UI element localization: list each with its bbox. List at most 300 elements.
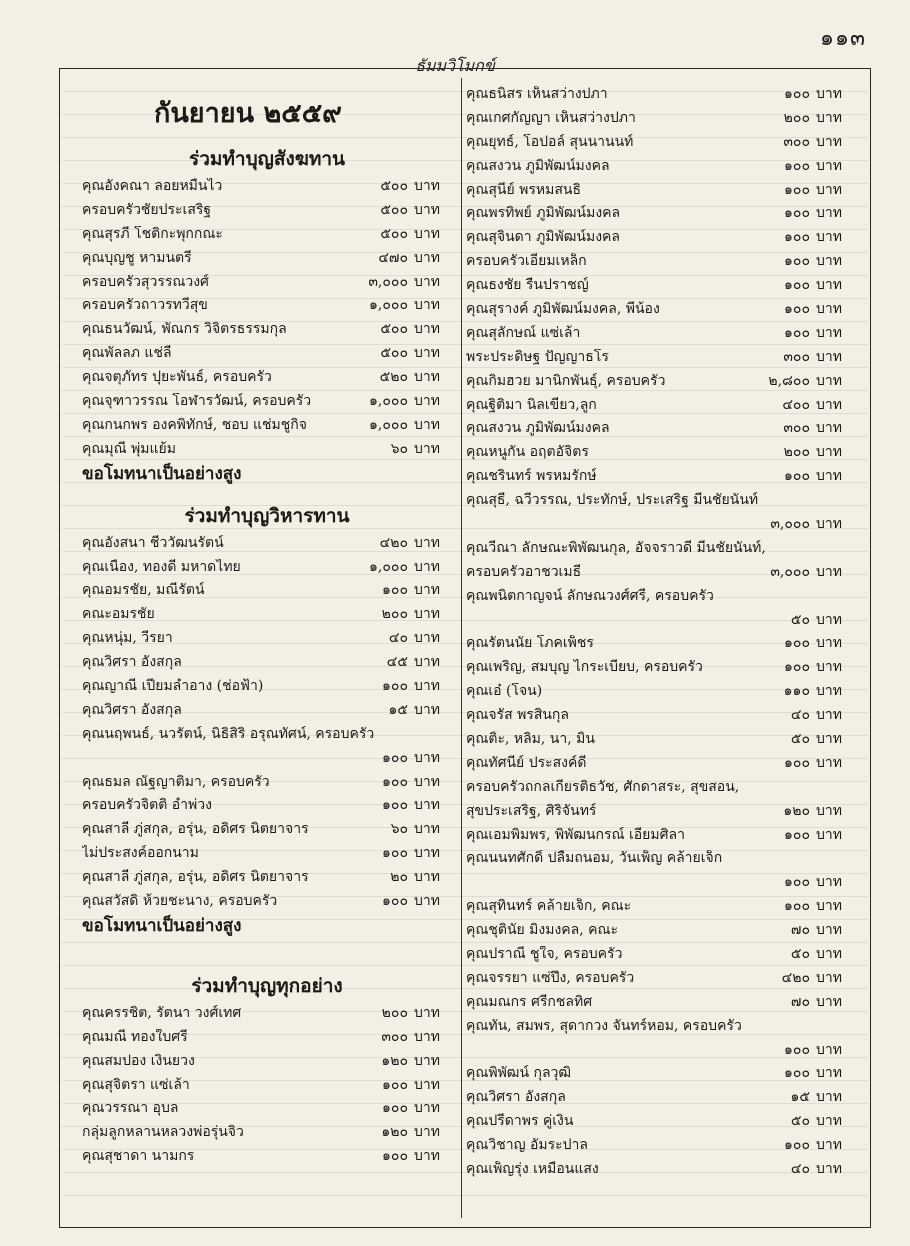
donation-row	[466, 1014, 854, 1038]
currency-unit: บาท	[816, 1113, 842, 1130]
donation-row	[466, 106, 854, 130]
donation-row	[466, 321, 854, 345]
donation-amount: ๑๒๐	[381, 1052, 408, 1069]
donation-row	[466, 225, 854, 249]
currency-unit: บาท	[816, 730, 842, 747]
donation-amount: ๓๐๐	[783, 420, 810, 437]
donation-row	[466, 297, 854, 321]
currency-unit: บาท	[816, 898, 842, 915]
donation-row	[466, 393, 854, 417]
donor-name: คุณจุฑาวรรณ โอฬารวัฒน์, ครอบครัว	[82, 392, 312, 409]
donation-amount: ๓,๐๐๐	[770, 515, 810, 532]
currency-unit: บาท	[816, 85, 842, 102]
donation-amount: ๑๐๐	[382, 1076, 408, 1093]
donor-name: คุณจตุภัทร ปุยะพันธ์, ครอบครัว	[82, 369, 272, 386]
currency-unit: บาท	[816, 969, 842, 986]
donation-amount: ๗๐	[790, 922, 810, 939]
donation-row	[466, 488, 854, 512]
donation-row	[466, 249, 854, 273]
donor-name: คุณอังสนา ชีววัฒนรัตน์	[82, 534, 224, 551]
currency-unit: บาท	[414, 773, 440, 790]
donation-row	[466, 727, 854, 751]
donation-amount: ๕๐๐	[380, 177, 408, 194]
donor-name: คุณทัน, สมพร, สุดากวง จันทร์หอม, ครอบครัว	[466, 1017, 742, 1034]
donor-name: คุณกนกพร องคพิทักษ์, ชอบ แช่มชูกิจ	[82, 416, 307, 433]
currency-unit: บาท	[414, 606, 440, 623]
donor-name: คุณวิชาญ อัมระปาล	[466, 1137, 588, 1154]
currency-unit: บาท	[816, 707, 842, 724]
donation-row	[82, 578, 452, 602]
donation-amount: ๑๐๐	[382, 797, 408, 814]
donation-amount: ๒,๘๐๐	[768, 372, 810, 389]
donor-name: คุณธมล ณัฐญาติมา, ครอบครัว	[82, 773, 270, 790]
currency-unit: บาท	[414, 1028, 440, 1045]
donation-row	[82, 650, 452, 674]
page-number: ๑๑๓	[820, 26, 866, 51]
donation-amount: ๔๕	[386, 654, 408, 671]
currency-unit: บาท	[816, 1161, 842, 1178]
donor-name: คุณชุตินัย มิ่งมงคล, คณะ	[466, 922, 619, 939]
donation-amount: ๑๐๐	[382, 677, 408, 694]
donation-row	[82, 555, 452, 579]
donation-row	[466, 130, 854, 154]
donation-amount: ๑๐๐	[784, 898, 810, 915]
currency-unit: บาท	[414, 582, 440, 599]
currency-unit: บาท	[816, 444, 842, 461]
donation-row	[82, 531, 452, 555]
donor-name: ครอบครัวเอี่ยมเหล็ก	[466, 253, 587, 270]
donation-row	[466, 631, 854, 655]
donor-name: คุณเกศกัญญา เห็นสว่างปภา	[466, 109, 636, 126]
donation-row	[82, 174, 452, 198]
donation-row	[82, 413, 452, 437]
donation-row	[82, 770, 452, 794]
currency-unit: บาท	[414, 630, 440, 647]
donor-name: คุณสุลักษณ์ แซ่เล้า	[466, 324, 581, 341]
currency-unit: บาท	[414, 440, 440, 457]
donation-amount: ๑๐๐	[382, 892, 408, 909]
currency-unit: บาท	[414, 1004, 440, 1021]
donation-amount: ๑,๐๐๐	[369, 558, 408, 575]
donor-name: คุณปรีดาพร คู่เงิน	[466, 1113, 574, 1130]
donation-row	[82, 389, 452, 413]
donation-amount: ๑๐๐	[784, 157, 810, 174]
donation-row	[82, 365, 452, 389]
donor-name: คุณบุญชู หามนตรี	[82, 249, 192, 266]
donor-name: คุณธนิสร เห็นสว่างปภา	[466, 85, 608, 102]
currency-unit: บาท	[414, 677, 440, 694]
donation-row	[82, 341, 452, 365]
donation-amount: ๑๐๐	[382, 1100, 408, 1117]
currency-unit: บาท	[414, 273, 440, 290]
currency-unit: บาท	[816, 826, 842, 843]
donation-row	[82, 889, 452, 913]
donor-name: คุณพัลลภ แช่ลี้	[82, 345, 172, 362]
currency-unit: บาท	[816, 420, 842, 437]
currency-unit: บาท	[816, 1089, 842, 1106]
currency-unit: บาท	[414, 1148, 440, 1165]
donation-amount: ๑๐๐	[784, 754, 810, 771]
donor-name: ครอบครัวสุวรรณวงศ์	[82, 273, 209, 290]
currency-unit: บาท	[414, 392, 440, 409]
donation-row	[82, 317, 452, 341]
closing-thanks: ขอโมทนาเป็นอย่างสูง	[82, 464, 242, 485]
donation-amount: ๑๒๐	[381, 1124, 408, 1141]
donation-row	[466, 560, 854, 584]
donation-row	[466, 201, 854, 225]
donor-name: สุขประเสริฐ, ศิริจันทร์	[466, 802, 597, 819]
currency-unit: บาท	[816, 133, 842, 150]
donation-row	[466, 655, 854, 679]
donor-name: คุณปราณี ชูใจ, ครอบครัว	[466, 946, 623, 962]
donation-amount: ๑๐๐	[382, 1148, 408, 1165]
donation-amount: ๑๐๐	[784, 1065, 810, 1082]
donor-name: คุณจรัส พรสินกุล	[466, 707, 569, 724]
donation-row	[466, 178, 854, 202]
donation-amount: ๑๐๐	[382, 749, 408, 766]
currency-unit: บาท	[816, 922, 842, 939]
donor-name: คุณหนูกัน อฤตอัจิตร	[466, 444, 589, 461]
donation-row	[466, 154, 854, 178]
donor-name: ไม่ประสงค์ออกนาม	[82, 845, 199, 862]
donation-amount: ๕๐	[790, 730, 810, 747]
donor-name: คุณอมรชัย, มณีรัตน์	[82, 582, 205, 599]
donation-amount: ๑๐๐	[784, 826, 810, 843]
currency-unit: บาท	[816, 1041, 842, 1058]
donation-amount: ๔๐	[790, 1161, 810, 1178]
currency-unit: บาท	[414, 1076, 440, 1093]
donor-name: คุณสุจิตรา แซ่เล้า	[82, 1076, 190, 1093]
donation-amount: ๓๐๐	[783, 348, 810, 365]
donor-name: คุณสุธี, ฉวีวรรณ, ประทักษ์, ประเสริฐ มีนชัยนันท์	[466, 492, 759, 509]
donor-name: คุณมณี ทองใบศรี	[82, 1028, 188, 1045]
donation-row	[466, 416, 854, 440]
currency-unit: บาท	[816, 468, 842, 485]
donation-row	[466, 273, 854, 297]
currency-unit: บาท	[816, 993, 842, 1010]
currency-unit: บาท	[816, 1137, 842, 1154]
donor-name: คุณนนทศักดิ์ ปลื้มถนอม, วันเพ็ญ คล้ายเจ็ก	[466, 850, 723, 867]
donation-row	[466, 1157, 854, 1181]
donor-name: คุณวีณา ลักษณะพิพัฒนกุล, อัจจราวดี มีนชัยนันท์,	[466, 539, 766, 556]
donor-name: คุณเนื่อง, ทองดี มหาดไทย	[82, 558, 241, 575]
currency-unit: บาท	[414, 416, 440, 433]
donation-amount: ๑๐๐	[784, 181, 810, 198]
donor-name: คุณธนวัฒน์, พัณกร วิจิตรธรรมกุล	[82, 321, 287, 338]
donation-amount: ๔๐	[790, 707, 810, 724]
donor-name: คุณมุณี พุ่มแย้ม	[82, 440, 176, 457]
currency-unit: บาท	[816, 659, 842, 676]
donor-name: คุณเพ็ญรุ่ง เหมือนแสง	[466, 1161, 599, 1178]
donation-row	[82, 270, 452, 294]
donation-amount: ๑๐๐	[382, 845, 408, 862]
donor-name: คุณสาลี ภู่สกุล, อรุ่น, อดิศร นิตยาจาร	[82, 821, 309, 838]
currency-unit: บาท	[816, 874, 842, 891]
donor-name: คุณสุทินทร์ คล้ายเจ็ก, คณะ	[466, 898, 632, 915]
donation-amount: ๓๐๐	[783, 133, 810, 150]
donation-amount: ๔๗๐	[378, 249, 408, 266]
donation-amount: ๔๒๐	[781, 969, 810, 986]
donor-name: คุณสาลี ภู่สกุล, อรุ่น, อดิศร นิตยาจาร	[82, 869, 309, 886]
donation-row	[82, 865, 452, 889]
donor-name: คุณอังคณา ลอยหมื่นไว	[82, 177, 223, 194]
donation-amount: ๑๐๐	[784, 277, 810, 294]
currency-unit: บาท	[816, 635, 842, 652]
donation-row	[466, 536, 854, 560]
currency-unit: บาท	[816, 277, 842, 294]
donation-row	[466, 1085, 854, 1109]
donor-name: คุณครรชิต, รัตนา วงศ์เทศ	[82, 1004, 242, 1021]
donation-row	[82, 1073, 452, 1097]
currency-unit: บาท	[414, 821, 440, 838]
donor-name: คุณหนุ่ม, วีรยา	[82, 630, 173, 647]
currency-unit: บาท	[816, 515, 842, 532]
donation-amount: ๑๑๐	[783, 683, 810, 700]
currency-unit: บาท	[414, 869, 440, 886]
currency-unit: บาท	[816, 253, 842, 270]
donation-amount: ๑๐๐	[784, 635, 810, 652]
donor-name: คณะอมรชัย	[82, 606, 155, 623]
donation-amount: ๑๐๐	[784, 1041, 810, 1058]
donation-amount: ๑,๐๐๐	[369, 297, 408, 314]
column-divider	[461, 78, 462, 1218]
donor-name: คุณกิมฮวย มานิกพันธุ์, ครอบครัว	[466, 372, 666, 389]
donation-row	[82, 722, 452, 746]
running-head: ธัมมวิโมกข์	[415, 56, 495, 75]
donation-sections	[82, 142, 452, 1168]
donor-name: คุณวิศรา อังสกุล	[82, 654, 182, 671]
donation-amount: ๑,๐๐๐	[369, 392, 408, 409]
donation-amount: ๒๐	[390, 869, 408, 886]
donor-name: คุณนฤพนธ์, นวรัตน์, นิธิสิริ อรุณทัศน์, ครอบครัว	[82, 725, 375, 742]
donor-name: ครอบครัวจิตติ อำพ่วง	[82, 797, 212, 814]
donor-name: คุณพนิตกาญจน์ ลักษณวงศ์ศรี, ครอบครัว	[466, 587, 714, 604]
donor-name: คุณสวัสดิ ห้วยชะนาง, ครอบครัว	[82, 892, 278, 909]
donor-name: คุณจรรยา แซ่ปึง, ครอบครัว	[466, 969, 635, 986]
donor-name: คุณเพริญ, สมบุญ ไกระเบียบ, ครอบครัว	[466, 659, 703, 676]
donation-amount: ๒๐๐	[381, 1004, 408, 1021]
currency-unit: บาท	[414, 654, 440, 671]
donation-amount: ๑๒๐	[783, 802, 810, 819]
donor-name: คุณสุนีย์ พรหมสนธิ	[466, 181, 581, 198]
donation-row	[82, 602, 452, 626]
donation-row	[466, 823, 854, 847]
donation-amount: ๑๐๐	[784, 229, 810, 246]
donation-row	[466, 82, 854, 106]
donation-row	[466, 799, 854, 823]
donation-row	[466, 345, 854, 369]
donor-name: คุณวรรณา อุบล	[82, 1100, 179, 1117]
left-column	[82, 82, 452, 1168]
donation-row	[466, 870, 854, 894]
donor-name: ครอบครัวชัยประเสริฐ	[82, 201, 212, 218]
currency-unit: บาท	[816, 205, 842, 222]
donor-name: ครอบครัวถาวรทวีสุข	[82, 297, 208, 314]
donation-amount: ๓,๐๐๐	[368, 273, 408, 290]
currency-unit: บาท	[414, 1100, 440, 1117]
currency-unit: บาท	[414, 225, 440, 242]
currency-unit: บาท	[414, 797, 440, 814]
donation-amount: ๑๐๐	[784, 659, 810, 676]
currency-unit: บาท	[414, 369, 440, 386]
donor-name: คุณยุทธ์, โอปอล์ สุนนานนท์	[466, 133, 634, 150]
currency-unit: บาท	[816, 611, 842, 628]
donation-row	[82, 246, 452, 270]
donor-name: พระประดิษฐ ปัญญาธโร	[466, 348, 609, 365]
donor-name: คุณเอ๋ (โจน)	[466, 683, 543, 700]
donor-name: คุณเอมพิมพร, พิพัฒนกรณ์ เอี่ยมศิลา	[466, 826, 685, 843]
donation-amount: ๑๐๐	[784, 253, 810, 270]
donation-amount: ๔๐	[388, 630, 408, 647]
donation-row	[82, 793, 452, 817]
donation-row	[82, 1097, 452, 1121]
currency-unit: บาท	[414, 1052, 440, 1069]
donation-amount: ๒๐๐	[381, 606, 408, 623]
donation-amount: ๑๐๐	[382, 773, 408, 790]
currency-unit: บาท	[816, 1065, 842, 1082]
currency-unit: บาท	[816, 802, 842, 819]
donor-name: คุณสุรางค์ ภูมิพัฒน์มงคล, พี่น้อง	[466, 300, 660, 317]
donor-name: คุณทัศนีย์ ประสงค์ดี	[466, 754, 587, 771]
donor-name: คุณสมปอง เงินยวง	[82, 1052, 195, 1069]
currency-unit: บาท	[414, 249, 440, 266]
donation-row	[466, 1062, 854, 1086]
month-title: กันยายน ๒๕๕๙	[154, 98, 342, 129]
donation-amount: ๑๐๐	[784, 874, 810, 891]
donation-amount: ๖๐	[390, 821, 408, 838]
donor-name: ครอบครัวถกลเกียรติธวัช, ศักดาสระ, สุขสอน,	[466, 778, 740, 795]
donation-row	[466, 1133, 854, 1157]
donation-amount: ๓๐๐	[381, 1028, 408, 1045]
donation-amount: ๑๐๐	[784, 468, 810, 485]
currency-unit: บาท	[816, 396, 842, 413]
donor-name: คุณรัตนนัย โภคเพ็ชร	[466, 635, 594, 652]
currency-unit: บาท	[414, 845, 440, 862]
currency-unit: บาท	[816, 157, 842, 174]
donation-row	[82, 674, 452, 698]
donation-amount: ๕๐๐	[380, 321, 408, 338]
donor-name: คุณสงวน ภูมิพัฒน์มงคล	[466, 157, 610, 174]
donation-row	[82, 293, 452, 317]
donation-row	[466, 966, 854, 990]
currency-unit: บาท	[816, 348, 842, 365]
currency-unit: บาท	[816, 181, 842, 198]
section-title: ร่วมทำบุญทุกอย่าง	[191, 974, 343, 997]
donation-row	[466, 440, 854, 464]
currency-unit: บาท	[816, 324, 842, 341]
donation-amount: ๒๐๐	[783, 109, 810, 126]
donation-row	[466, 608, 854, 632]
currency-unit: บาท	[414, 321, 440, 338]
closing-thanks: ขอโมทนาเป็นอย่างสูง	[82, 916, 242, 937]
donation-row	[82, 1049, 452, 1073]
donor-name: กลุ่มลูกหลานหลวงพ่อรุ่นจิ๋ว	[82, 1124, 244, 1141]
donation-row	[82, 626, 452, 650]
donation-amount: ๒๐๐	[783, 444, 810, 461]
donation-amount: ๕๐	[790, 946, 810, 962]
currency-unit: บาท	[414, 1124, 440, 1141]
currency-unit: บาท	[816, 563, 842, 580]
donation-row	[82, 1120, 452, 1144]
donation-row	[82, 746, 452, 770]
currency-unit: บาท	[816, 946, 842, 962]
donation-row	[82, 698, 452, 722]
donation-row	[466, 464, 854, 488]
donation-amount: ๕๐๐	[380, 201, 408, 218]
donor-name: คุณมณกร ศรีกชลทิศ	[466, 993, 593, 1010]
donation-amount: ๑๐๐	[382, 582, 408, 599]
donor-name: คุณธงชัย รื่นปราชญ์	[466, 277, 589, 294]
donor-name: คุณญาณี เปี่ยมลำอาง (ช่อฟ้า)	[82, 677, 264, 694]
currency-unit: บาท	[816, 109, 842, 126]
donation-row	[82, 841, 452, 865]
donor-name: คุณฐิติมา นิลเขียว,ลูก	[466, 396, 597, 413]
donation-amount: ๕๐	[790, 611, 810, 628]
donation-amount: ๓,๐๐๐	[770, 563, 810, 580]
donor-name: คุณติ๊ะ, หลิม, นา, มิ้น	[466, 730, 595, 747]
currency-unit: บาท	[816, 229, 842, 246]
donation-row	[82, 437, 452, 461]
donation-amount: ๑๕	[790, 1089, 810, 1106]
currency-unit: บาท	[414, 177, 440, 194]
right-column	[466, 82, 854, 1181]
donor-name: คุณชรินทร์ พรหมรักษ์	[466, 468, 597, 485]
donation-row	[82, 1001, 452, 1025]
currency-unit: บาท	[414, 892, 440, 909]
donation-row	[466, 369, 854, 393]
donation-amount: ๑๐๐	[784, 85, 810, 102]
donation-row	[466, 847, 854, 871]
donation-row	[466, 1038, 854, 1062]
donation-row	[82, 1025, 452, 1049]
donor-name: คุณสงวน ภูมิพัฒน์มงคล	[466, 420, 610, 437]
donation-row	[466, 1109, 854, 1133]
currency-unit: บาท	[414, 749, 440, 766]
donor-name: คุณพรทิพย์ ภูมิพัฒน์มงคล	[466, 205, 621, 222]
donor-name: คุณวิศรา อังสกุล	[82, 701, 182, 718]
section-title: ร่วมทำบุญวิหารทาน	[184, 504, 350, 527]
currency-unit: บาท	[816, 300, 842, 317]
donation-row	[466, 512, 854, 536]
donation-amount: ๑๐๐	[784, 324, 810, 341]
donation-amount: ๑,๐๐๐	[369, 416, 408, 433]
donation-amount: ๑๐๐	[784, 1137, 810, 1154]
donation-row	[466, 584, 854, 608]
donation-amount: ๕๒๐	[379, 369, 408, 386]
donation-row	[82, 1144, 452, 1168]
donation-row	[82, 817, 452, 841]
donor-name: คุณสุรภี โชติกะพุกกณะ	[82, 225, 223, 242]
donation-amount: ๔๒๐	[379, 534, 408, 551]
donation-row	[466, 751, 854, 775]
donation-row	[82, 222, 452, 246]
currency-unit: บาท	[414, 534, 440, 551]
donation-row	[82, 198, 452, 222]
section-title: ร่วมทำบุญสังฆทาน	[189, 148, 345, 170]
currency-unit: บาท	[414, 297, 440, 314]
currency-unit: บาท	[414, 701, 440, 718]
donation-row	[466, 894, 854, 918]
donor-name: คุณสุชาดา นามกร	[82, 1148, 195, 1165]
donation-amount: ๔๐๐	[782, 396, 810, 413]
donor-name: คุณพิพัฒน์ กุลวุฒิ	[466, 1065, 572, 1082]
donor-name: ครอบครัวอาชวเมธี	[466, 563, 582, 580]
donation-row	[466, 942, 854, 966]
donation-amount: ๑๕	[388, 701, 408, 718]
currency-unit: บาท	[816, 683, 842, 700]
donation-amount: ๑๐๐	[784, 205, 810, 222]
donation-amount: ๕๐	[790, 1113, 810, 1130]
